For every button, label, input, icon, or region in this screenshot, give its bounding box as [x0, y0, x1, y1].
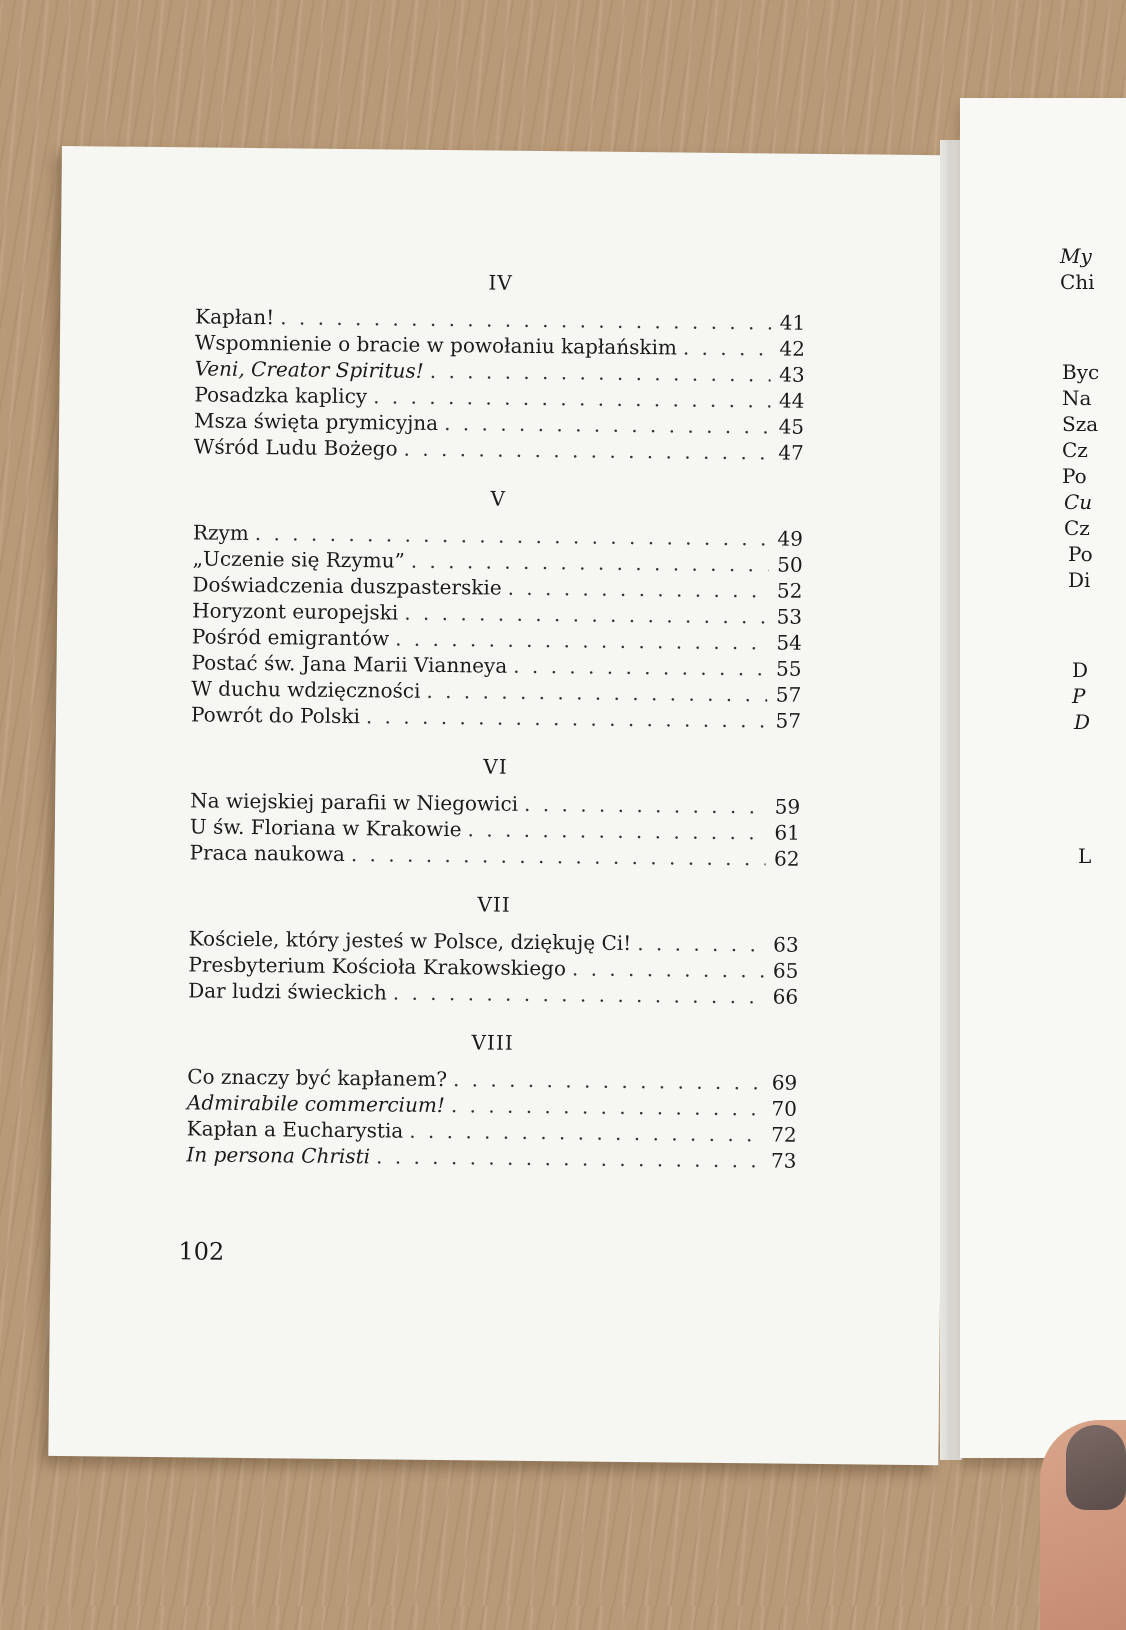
- toc-entry-title: Admirabile commercium!: [186, 1090, 446, 1118]
- toc-entry-title: Wspomnienie o bracie w powołaniu kapłańskim: [194, 330, 678, 360]
- toc-entry-title: Horyzont europejski: [192, 598, 399, 625]
- toc-entry-page: 43: [779, 362, 805, 387]
- toc-entry: [186, 1141, 796, 1173]
- right-page-text-fragment: Cz: [1064, 516, 1090, 540]
- dot-leader: [395, 626, 768, 656]
- right-page-text-fragment: D: [1074, 710, 1091, 734]
- toc-entry-title: Posadzka kaplicy: [194, 382, 368, 409]
- section-heading: VII: [477, 892, 511, 917]
- toc-entry-page: 72: [771, 1122, 797, 1147]
- toc-entry: [188, 977, 798, 1009]
- toc-entry-title: Veni, Creator Spiritus!: [194, 356, 424, 383]
- toc-entry-title: Doświadczenia duszpasterskie: [192, 572, 502, 600]
- right-page-text-fragment: Chi: [1060, 270, 1095, 294]
- toc-entry-title: U św. Floriana w Krakowie: [189, 814, 462, 842]
- toc-entry-page: 50: [777, 552, 803, 577]
- toc-entry-title: Praca naukowa: [189, 840, 346, 867]
- dot-leader: [403, 436, 770, 466]
- toc-entry-page: 62: [773, 846, 800, 871]
- dot-leader: [444, 410, 770, 439]
- toc-entry-page: 69: [771, 1070, 798, 1095]
- toc-entry-page: 54: [776, 630, 802, 655]
- right-page-text-fragment: Sza: [1062, 412, 1099, 436]
- dot-leader: [351, 841, 766, 871]
- toc-entry-title: Rzym: [192, 520, 249, 545]
- dot-leader: [430, 358, 771, 388]
- section-heading: IV: [488, 270, 513, 295]
- dot-leader: [411, 548, 769, 578]
- toc-entry-page: 65: [772, 958, 799, 983]
- right-page-text-fragment: D: [1072, 658, 1089, 682]
- right-page-text-fragment: Cz: [1062, 438, 1088, 462]
- dot-leader: [366, 703, 767, 733]
- dot-leader: [404, 600, 768, 630]
- left-page: [48, 146, 952, 1465]
- toc-entry-page: 52: [776, 578, 803, 603]
- toc-entry-page: 44: [778, 388, 805, 413]
- dot-leader: [409, 1118, 763, 1148]
- toc-entry-page: 73: [770, 1148, 797, 1173]
- section-heading: VI: [483, 754, 508, 779]
- right-page-text-fragment: My: [1060, 244, 1092, 268]
- toc-entry-title: „Uczenie się Rzymu”: [192, 546, 405, 573]
- toc-entry-page: 57: [775, 682, 802, 707]
- section-heading: VIII: [471, 1030, 514, 1055]
- toc-entry: [194, 433, 804, 465]
- toc-entry-page: 63: [773, 932, 799, 957]
- dot-leader: [426, 678, 767, 708]
- toc-entry-page: 41: [779, 310, 806, 335]
- right-page-text-fragment: L: [1078, 844, 1092, 868]
- toc-section: [194, 267, 806, 465]
- right-page-text-fragment: Cu: [1064, 490, 1093, 514]
- right-page-text-fragment: P: [1072, 684, 1086, 708]
- toc-entry-title: Msza święta prymicyjna: [194, 408, 439, 435]
- dot-leader: [637, 930, 765, 957]
- right-page-text-fragment: Na: [1062, 386, 1092, 410]
- right-page-text-fragment: Po: [1062, 464, 1087, 488]
- toc-entry-title: Powrót do Polski: [190, 702, 361, 729]
- toc-entry-title: Postać św. Jana Marii Vianneya: [191, 650, 508, 678]
- dot-leader: [453, 1066, 763, 1095]
- toc-entry-title: Na wiejskiej parafii w Niegowici: [190, 788, 519, 816]
- toc-entry: [191, 701, 801, 733]
- dot-leader: [508, 575, 769, 604]
- right-page-text-fragment: Po: [1068, 542, 1093, 566]
- thumb-nail: [1066, 1425, 1126, 1510]
- toc-entry-title: Dar ludzi świeckich: [188, 978, 387, 1005]
- toc-section: [188, 889, 799, 1009]
- toc-entry-page: 55: [775, 656, 802, 681]
- toc-entry-page: 70: [771, 1096, 798, 1121]
- toc-entry-page: 47: [778, 440, 804, 465]
- right-page: [960, 98, 1126, 1458]
- toc-section: [189, 751, 800, 871]
- dot-leader: [683, 335, 771, 362]
- toc-entry-title: Presbyterium Kościoła Krakowskiego: [188, 952, 567, 981]
- table-of-contents: [186, 267, 806, 1197]
- toc-entry-page: 59: [774, 794, 801, 819]
- toc-entry-page: 42: [779, 336, 806, 361]
- toc-entry-title: Co znaczy być kapłanem?: [187, 1064, 448, 1092]
- toc-entry-title: Pośród emigrantów: [191, 624, 390, 651]
- toc-entry-page: 53: [776, 604, 803, 629]
- toc-entry-page: 49: [777, 526, 804, 551]
- dot-leader: [524, 791, 766, 820]
- dot-leader: [572, 955, 765, 983]
- dot-leader: [451, 1092, 763, 1121]
- right-page-text-fragment: Byc: [1062, 360, 1100, 384]
- dot-leader: [513, 653, 768, 682]
- section-heading: V: [490, 486, 507, 511]
- toc-entry-title: Kapłan a Eucharystia: [186, 1116, 404, 1143]
- toc-section: [191, 483, 804, 733]
- dot-leader: [393, 980, 765, 1010]
- toc-entry-title: In persona Christi: [186, 1142, 371, 1169]
- toc-entry-title: Kościele, który jesteś w Polsce, dziękuję Ci!: [188, 926, 632, 956]
- right-page-text-fragment: Di: [1068, 568, 1091, 592]
- toc-entry-title: W duchu wdzięczności: [191, 676, 421, 703]
- toc-entry-page: 45: [778, 414, 805, 439]
- page-number: 102: [178, 1237, 225, 1266]
- toc-entry: [189, 839, 799, 871]
- book-gutter: [940, 140, 962, 1460]
- toc-entry-title: Kapłan!: [195, 304, 275, 330]
- dot-leader: [376, 1143, 763, 1173]
- toc-entry-page: 66: [772, 984, 799, 1009]
- toc-entry-page: 61: [774, 820, 800, 845]
- dot-leader: [467, 816, 766, 845]
- toc-section: [186, 1027, 797, 1173]
- toc-entry-title: Wśród Ludu Bożego: [193, 434, 398, 461]
- toc-entry-page: 57: [775, 708, 802, 733]
